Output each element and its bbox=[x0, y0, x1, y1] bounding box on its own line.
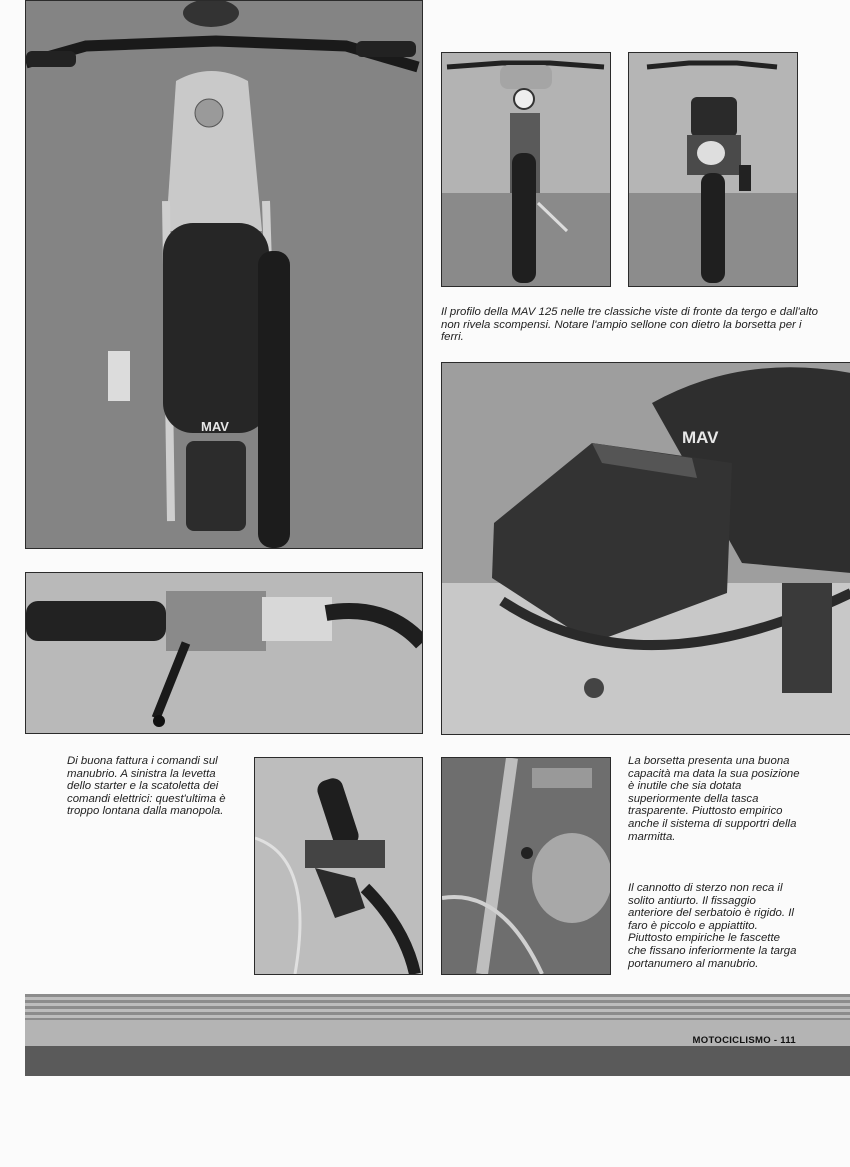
stripe-band-dark bbox=[25, 1046, 850, 1076]
stripe-band-light bbox=[25, 994, 850, 1020]
page-footer bbox=[691, 1035, 798, 1046]
page-number: 111 bbox=[780, 1035, 796, 1046]
photo-top-view bbox=[25, 0, 423, 549]
photo-tool-bag bbox=[441, 362, 850, 735]
seat-logo: MAV bbox=[201, 419, 229, 434]
photo-front-view bbox=[441, 52, 611, 287]
caption-steering: Il cannotto di sterzo non reca il solito antiurto. Il fissaggio anteriore del serbatoio è rigido. Il faro è piccolo e appiattito. Piuttosto empiriche le fascette che fissano inferiormente la targa portanumero al manubrio. bbox=[628, 882, 797, 970]
caption-profile: Il profilo della MAV 125 nelle tre classiche viste di fronte da tergo e dall'alto non rivela scompensi. Notare l'ampio sellone con dietro la borsetta per i ferri. bbox=[441, 306, 819, 344]
footer-separator: - bbox=[773, 1035, 778, 1046]
photo-rear-view bbox=[628, 52, 798, 287]
photo-starter-lever bbox=[254, 757, 423, 975]
caption-bag: La borsetta presenta una buona capacità ma data la sua posizione è inutile che sia dotata superiormente della tasca trasparente. Piuttosto empirico anche il sistema di supportri della marmitta. bbox=[628, 755, 800, 843]
bag-seat-logo: MAV bbox=[682, 428, 719, 447]
caption-controls: Di buona fattura i comandi sul manubrio. A sinistra la levetta dello starter e la scatoletta dei comandi elettrici: quest'ultima è troppo lontana dalla manopola. bbox=[67, 755, 226, 818]
photo-steering-column bbox=[441, 757, 611, 975]
photo-handlebar-controls bbox=[25, 572, 423, 734]
magazine-name: MOTOCICLISMO bbox=[692, 1035, 771, 1046]
